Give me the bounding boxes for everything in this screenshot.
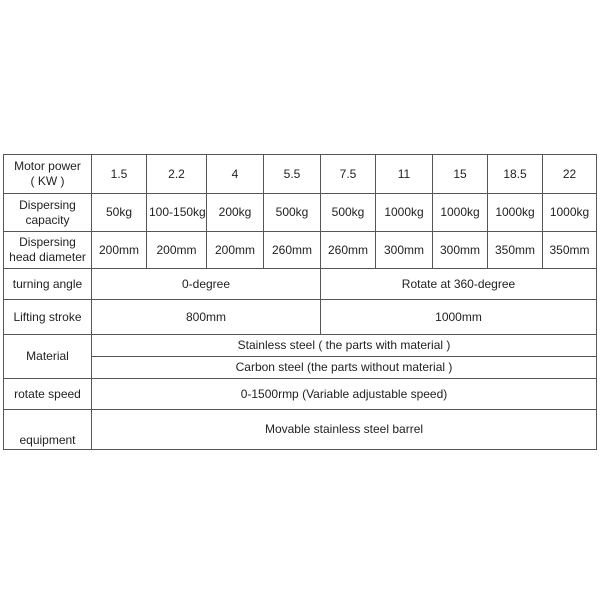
cell-power: 2.2 <box>147 155 207 194</box>
cell-power: 11 <box>376 155 433 194</box>
spec-table <box>3 154 597 450</box>
cell-diameter: 350mm <box>488 232 543 269</box>
row-motor-power <box>4 155 597 194</box>
label-dispersing-capacity: Dispersing capacity <box>4 194 92 232</box>
cell-rotate-speed: 0-1500rmp (Variable adjustable speed) <box>92 379 597 410</box>
label-head-diameter: Dispersing head diameter <box>4 232 92 269</box>
cell-diameter: 200mm <box>147 232 207 269</box>
cell-lifting-stroke-left: 800mm <box>92 300 321 335</box>
label-rotate-speed: rotate speed <box>4 379 92 410</box>
cell-lifting-stroke-right: 1000mm <box>321 300 597 335</box>
cell-diameter: 300mm <box>376 232 433 269</box>
label-equipment: equipment <box>4 410 92 450</box>
cell-capacity: 1000kg <box>488 194 543 232</box>
cell-power: 5.5 <box>264 155 321 194</box>
cell-capacity: 200kg <box>207 194 264 232</box>
row-turning-angle <box>4 269 597 300</box>
cell-capacity: 500kg <box>321 194 376 232</box>
cell-power: 1.5 <box>92 155 147 194</box>
cell-power: 22 <box>543 155 597 194</box>
cell-capacity: 1000kg <box>543 194 597 232</box>
cell-capacity: 100-150kg <box>147 194 207 232</box>
cell-capacity: 500kg <box>264 194 321 232</box>
cell-material-stainless: Stainless steel ( the parts with material ) <box>92 335 597 357</box>
cell-diameter: 200mm <box>92 232 147 269</box>
row-dispersing-capacity <box>4 194 597 232</box>
row-lifting-stroke <box>4 300 597 335</box>
row-equipment <box>4 410 597 450</box>
cell-material-carbon: Carbon steel (the parts without material ) <box>92 357 597 379</box>
cell-power: 4 <box>207 155 264 194</box>
row-material-stainless <box>4 335 597 357</box>
label-turning-angle: turning angle <box>4 269 92 300</box>
cell-turning-angle-right: Rotate at 360-degree <box>321 269 597 300</box>
row-rotate-speed <box>4 379 597 410</box>
cell-diameter: 300mm <box>433 232 488 269</box>
cell-turning-angle-left: 0-degree <box>92 269 321 300</box>
cell-capacity: 1000kg <box>433 194 488 232</box>
cell-power: 18.5 <box>488 155 543 194</box>
label-material: Material <box>4 335 92 379</box>
cell-diameter: 350mm <box>543 232 597 269</box>
label-lifting-stroke: Lifting stroke <box>4 300 92 335</box>
label-motor-power: Motor power ( KW ) <box>4 155 92 194</box>
row-head-diameter <box>4 232 597 269</box>
cell-equipment: Movable stainless steel barrel <box>92 410 597 450</box>
cell-power: 7.5 <box>321 155 376 194</box>
cell-power: 15 <box>433 155 488 194</box>
cell-diameter: 260mm <box>264 232 321 269</box>
cell-diameter: 200mm <box>207 232 264 269</box>
cell-capacity: 1000kg <box>376 194 433 232</box>
row-material-carbon <box>4 357 597 379</box>
cell-capacity: 50kg <box>92 194 147 232</box>
cell-diameter: 260mm <box>321 232 376 269</box>
